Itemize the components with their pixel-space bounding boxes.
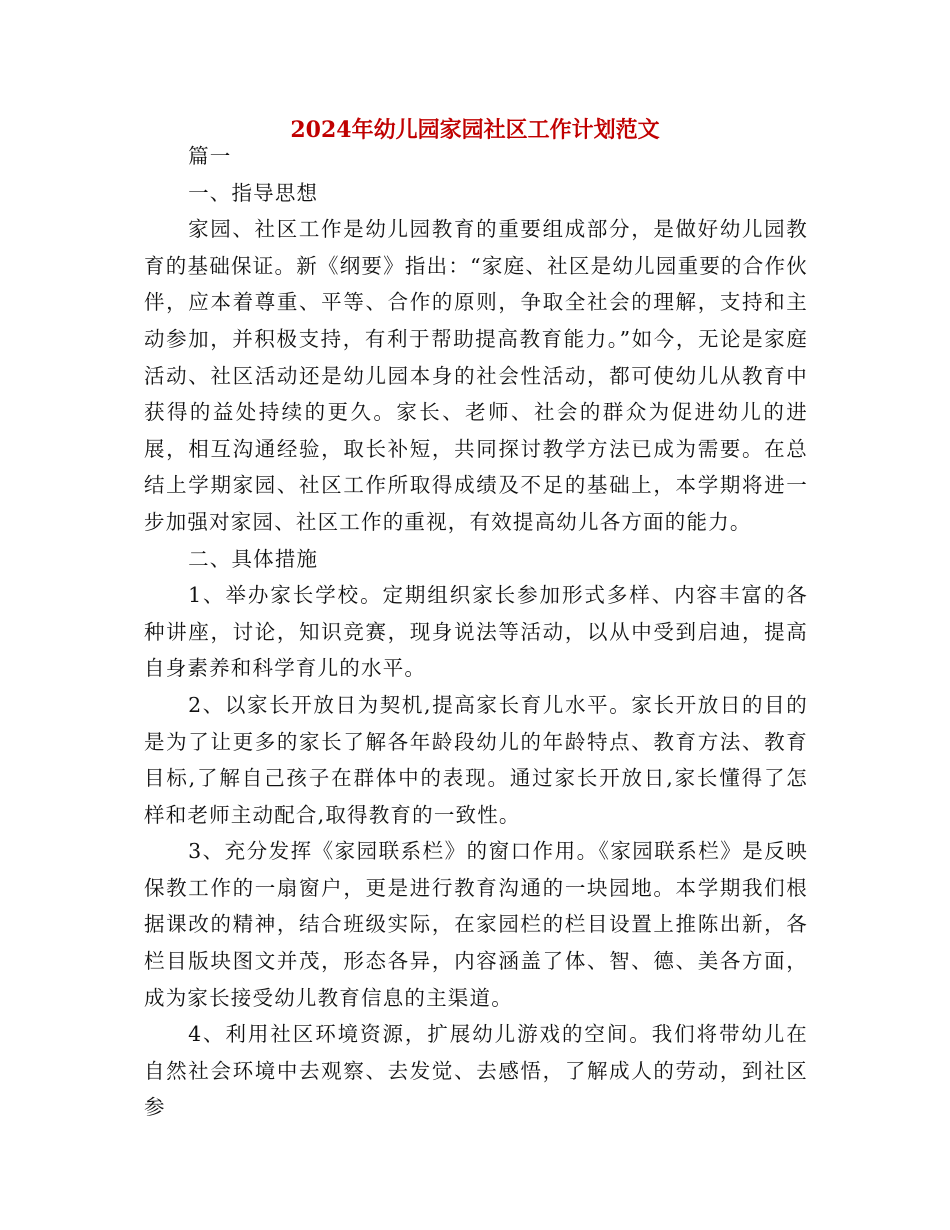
paragraph-guiding-ideology: 家园、社区工作是幼儿园教育的重要组成部分，是做好幼儿园教育的基础保证。新《纲要》指出：“家庭、社区是幼儿园重要的合作伙伴，应本着尊重、平等、合作的原则，争取全社会的理解，支持和主动参加，并积极支持，有利于帮助提高教育能力。”如今，无论是家庭活动、社区活动还是幼儿园本身的社会性活动，都可使幼儿从教育中获得的益处持续的更久。家长、老师、社会的群众为促进幼儿的进展，相互沟通经验，取长补短，共同探讨教学方法已成为需要。在总结上学期家园、社区工作所取得成绩及不足的基础上，本学期将进一步加强对家园、社区工作的重视，有效提高幼儿各方面的能力。 [144, 217, 808, 534]
document-body [144, 138, 808, 1126]
paragraph-measure-3: 3、充分发挥《家园联系栏》的窗口作用。《家园联系栏》是反映保教工作的一扇窗户，更是进行教育沟通的一块园地。本学期我们根据课改的精神，结合班级实际，在家园栏的栏目设置上推陈出新，各栏目版块图文并茂，形态各异，内容涵盖了体、智、德、美各方面，成为家长接受幼儿教育信息的主渠道。 [144, 839, 808, 1010]
paragraph-measure-1: 1、举办家长学校。定期组织家长参加形式多样、内容丰富的各种讲座，讨论，知识竞赛，现身说法等活动，以从中受到启迪，提高自身素养和科学育儿的水平。 [144, 583, 808, 681]
heading-specific-measures: 二、具体措施 [188, 546, 319, 571]
paragraph-measure-4: 4、利用社区环境资源，扩展幼儿游戏的空间。我们将带幼儿在自然社会环境中去观察、去发觉、去感悟，了解成人的劳动，到社区参 [144, 1022, 808, 1120]
paragraph-measure-2: 2、以家长开放日为契机,提高家长育儿水平。家长开放日的目的是为了让更多的家长了解各年龄段幼儿的年龄特点、教育方法、教育目标,了解自己孩子在群体中的表现。通过家长开放日,家长懂得了怎样和老师主动配合,取得教育的一致性。 [144, 692, 808, 827]
document-title: 2024年幼儿园家园社区工作计划范文 [290, 117, 660, 143]
section-label: 篇一 [188, 144, 232, 168]
heading-guiding-ideology: 一、指导思想 [188, 180, 319, 205]
